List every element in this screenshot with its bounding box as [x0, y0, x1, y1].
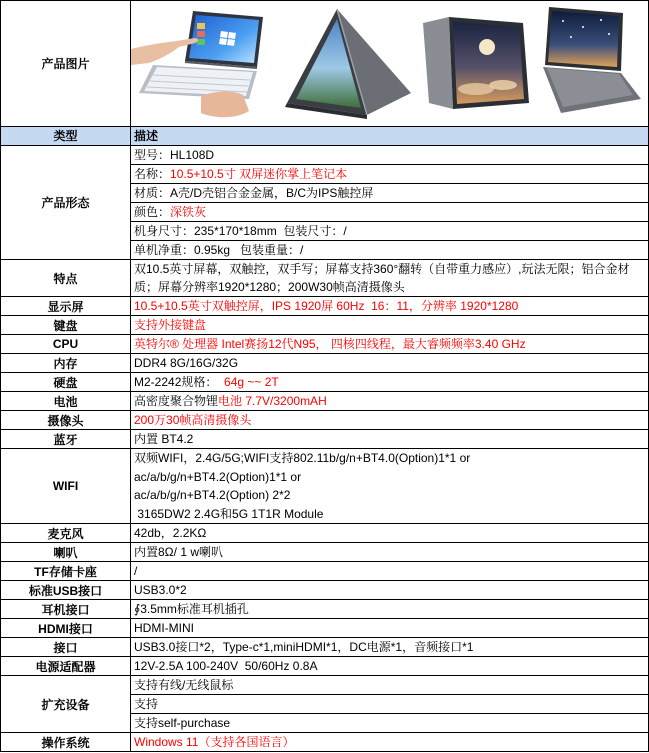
value-text: 支持有线/无线鼠标 [134, 678, 234, 692]
spec-row [1, 638, 648, 657]
spec-row [1, 297, 648, 316]
spec-row [1, 430, 648, 449]
value-line [134, 619, 648, 637]
spec-label: 电源适配器 [1, 657, 131, 675]
spec-row [1, 581, 648, 600]
spec-label: 摄像头 [1, 411, 131, 429]
spec-row [1, 146, 648, 260]
value-text: 型号：HL108D [134, 148, 215, 162]
spec-label: 电池 [1, 392, 131, 410]
value-text: ac/a/b/g/n+BT4.2(Option) 2*2 [134, 488, 291, 502]
value-text: USB3.0接口*2，Type-c*1,miniHDMI*1，DC电源*1，音频接口*1 [134, 640, 474, 654]
spec-values [131, 543, 648, 561]
spec-label: WIFI [1, 449, 131, 523]
spec-values [131, 411, 648, 429]
value-text: DDR4 8G/16G/32G [134, 356, 239, 370]
spec-row [1, 354, 648, 373]
spec-label: TF存储卡座 [1, 562, 131, 580]
spec-row [1, 562, 648, 581]
value-line [134, 146, 648, 164]
spec-value [131, 562, 648, 580]
spec-values [131, 373, 648, 391]
value-text: HDMI-MINI [134, 621, 194, 635]
value-text: 12V-2.5A 100-240V 50/60Hz 0.8A [134, 659, 318, 673]
value-text: 材质：A壳/D壳铝合金金属，B/C为IPS触控屏 [134, 186, 374, 200]
spec-value [131, 241, 648, 259]
spec-sections [1, 146, 648, 752]
value-line [134, 638, 648, 656]
spec-values [131, 449, 648, 523]
spec-value [131, 676, 648, 695]
spec-value [131, 657, 648, 675]
spec-row [1, 524, 648, 543]
spec-value [131, 316, 648, 334]
value-line [134, 335, 648, 353]
spec-values [131, 354, 648, 372]
spec-values [131, 562, 648, 580]
spec-row [1, 316, 648, 335]
spec-row [1, 260, 648, 297]
value-line [134, 524, 648, 542]
spec-label: CPU [1, 335, 131, 353]
spec-row [1, 657, 648, 676]
spec-value [131, 714, 648, 732]
spec-values [131, 581, 648, 599]
spec-label: 特点 [1, 260, 131, 296]
spec-label: 标准USB接口 [1, 581, 131, 599]
highlighted-text: Windows 11（支持各国语言） [134, 735, 295, 749]
value-line [134, 505, 648, 524]
spec-row [1, 335, 648, 354]
value-text: 颜色： [134, 205, 171, 219]
spec-row [1, 619, 648, 638]
value-line [134, 297, 648, 315]
spec-value [131, 430, 648, 448]
highlighted-text: 支持外接键盘 [134, 318, 207, 332]
value-line [134, 714, 648, 732]
spec-values [131, 260, 648, 296]
value-line [134, 562, 648, 580]
spec-label: 键盘 [1, 316, 131, 334]
spec-values [131, 676, 648, 732]
spec-value [131, 146, 648, 165]
spec-value [131, 165, 648, 184]
tent-mode-laptop-front-photo [423, 17, 529, 109]
spec-value [131, 411, 648, 429]
spec-value [131, 392, 648, 410]
value-text: 双频WIFI，2.4G/5G;WIFI支持802.11b/g/n+BT4.0(Option)1*1 or [134, 451, 471, 465]
value-text: 双10.5英寸屏幕，双触控，双手写；屏幕支持360°翻转（自带重力感应）,玩法无限；铝合金材质；屏幕分辨率1920*1280；200W30帧高清摄像头 [134, 262, 630, 294]
highlighted-text: 深铁灰 [170, 205, 207, 219]
value-text: 单机净重：0.95kg 包装重量：/ [134, 243, 304, 257]
header-row [1, 127, 648, 146]
value-text: 42db，2.2KΩ [134, 526, 207, 540]
spec-label: 硬盘 [1, 373, 131, 391]
spec-value [131, 203, 648, 222]
spec-row [1, 449, 648, 524]
spec-value [131, 524, 648, 542]
value-line [134, 695, 648, 713]
spec-value [131, 222, 648, 241]
spec-value [131, 449, 648, 523]
spec-label: 扩充设备 [1, 676, 131, 732]
spec-label: 内存 [1, 354, 131, 372]
value-line [134, 184, 648, 202]
highlighted-text: 电池 7.7V/3200mAH [218, 394, 327, 408]
spec-label: 显示屏 [1, 297, 131, 315]
value-line [134, 260, 648, 296]
header-type: 类型 [1, 127, 131, 145]
value-line [134, 222, 648, 240]
value-line [134, 411, 648, 429]
value-text: USB3.0*2 [134, 583, 187, 597]
product-image-label: 产品图片 [1, 1, 131, 126]
spec-value [131, 733, 648, 751]
highlighted-text: 10.5+10.5英寸双触控屏，IPS 1920屏 60Hz 16：11，分辨率 1920*1280 [134, 299, 519, 313]
spec-values [131, 392, 648, 410]
spec-value [131, 260, 648, 296]
value-line [134, 392, 648, 410]
spec-value [131, 638, 648, 656]
spec-values [131, 657, 648, 675]
highlighted-text: 10.5+10.5寸 双屏迷你掌上笔记本 [170, 167, 348, 181]
value-text: / [134, 564, 138, 578]
value-text: ac/a/b/g/n+BT4.2(Option)1*1 or [134, 469, 302, 484]
spec-label: 蓝牙 [1, 430, 131, 448]
value-line [134, 430, 648, 448]
spec-label: 喇叭 [1, 543, 131, 561]
product-images [131, 1, 648, 126]
value-text: ∮3.5mm标准耳机插孔 [134, 602, 249, 616]
spec-values [131, 638, 648, 656]
spec-row [1, 600, 648, 619]
spec-values [131, 335, 648, 353]
spec-label: 麦克风 [1, 524, 131, 542]
spec-value [131, 543, 648, 561]
highlighted-text: 200万30帧高清摄像头 [134, 413, 252, 427]
spec-value [131, 695, 648, 714]
spec-value [131, 335, 648, 353]
value-line [134, 241, 648, 259]
tent-mode-laptop-photo [285, 9, 411, 119]
value-line [134, 203, 648, 221]
value-line [134, 468, 648, 487]
laptop-hand-touch-photo [131, 11, 263, 117]
spec-values [131, 146, 648, 259]
spec-row [1, 676, 648, 733]
product-photos [131, 1, 647, 126]
spec-value [131, 600, 648, 618]
value-line [134, 581, 648, 599]
spec-label: 产品形态 [1, 146, 131, 259]
spec-values [131, 316, 648, 334]
value-line [134, 316, 648, 334]
product-image-row [1, 1, 648, 127]
spec-values [131, 297, 648, 315]
spec-values [131, 600, 648, 618]
value-line [134, 676, 648, 694]
spec-values [131, 733, 648, 751]
highlighted-text: 英特尔® 处理器 Intel赛扬12代N95， 四核四线程，最大睿频频率3.40 GHz [134, 337, 526, 351]
spec-label: 接口 [1, 638, 131, 656]
value-line [134, 733, 648, 751]
spec-value [131, 297, 648, 315]
spec-value [131, 619, 648, 637]
spec-row [1, 411, 648, 430]
value-text: 3165DW2 2.4G和5G 1T1R Module [134, 506, 324, 521]
spec-value [131, 581, 648, 599]
value-line [134, 543, 648, 561]
value-text: 内置8Ω/ 1 w喇叭 [134, 545, 223, 559]
spec-row [1, 733, 648, 752]
spec-row [1, 392, 648, 411]
spec-row [1, 373, 648, 392]
spec-values [131, 619, 648, 637]
value-line [134, 486, 648, 505]
value-line [134, 165, 648, 183]
spec-row [1, 543, 648, 562]
highlighted-text: 64g ~~ 2T [224, 375, 279, 389]
spec-values [131, 430, 648, 448]
value-text: 机身尺寸：235*170*18mm 包装尺寸：/ [134, 224, 347, 238]
spec-label: 耳机接口 [1, 600, 131, 618]
spec-value [131, 184, 648, 203]
value-text: 支持self-purchase [134, 716, 231, 730]
spec-label: 操作系统 [1, 733, 131, 751]
spec-label: HDMI接口 [1, 619, 131, 637]
value-text: 内置 BT4.2 [134, 432, 194, 446]
value-text: 高密度聚合物锂 [134, 394, 219, 408]
value-line [134, 373, 648, 391]
header-description: 描述 [134, 129, 159, 143]
value-line [134, 354, 648, 372]
spec-values [131, 524, 648, 542]
spec-value [131, 354, 648, 372]
value-line [134, 657, 648, 675]
value-text: 支持 [134, 697, 159, 711]
spec-value [131, 373, 648, 391]
value-text: M2-2242规格： [134, 375, 225, 389]
value-line [134, 449, 648, 468]
value-text: 名称： [134, 167, 171, 181]
laptop-angled-photo [543, 7, 641, 113]
value-line [134, 600, 648, 618]
